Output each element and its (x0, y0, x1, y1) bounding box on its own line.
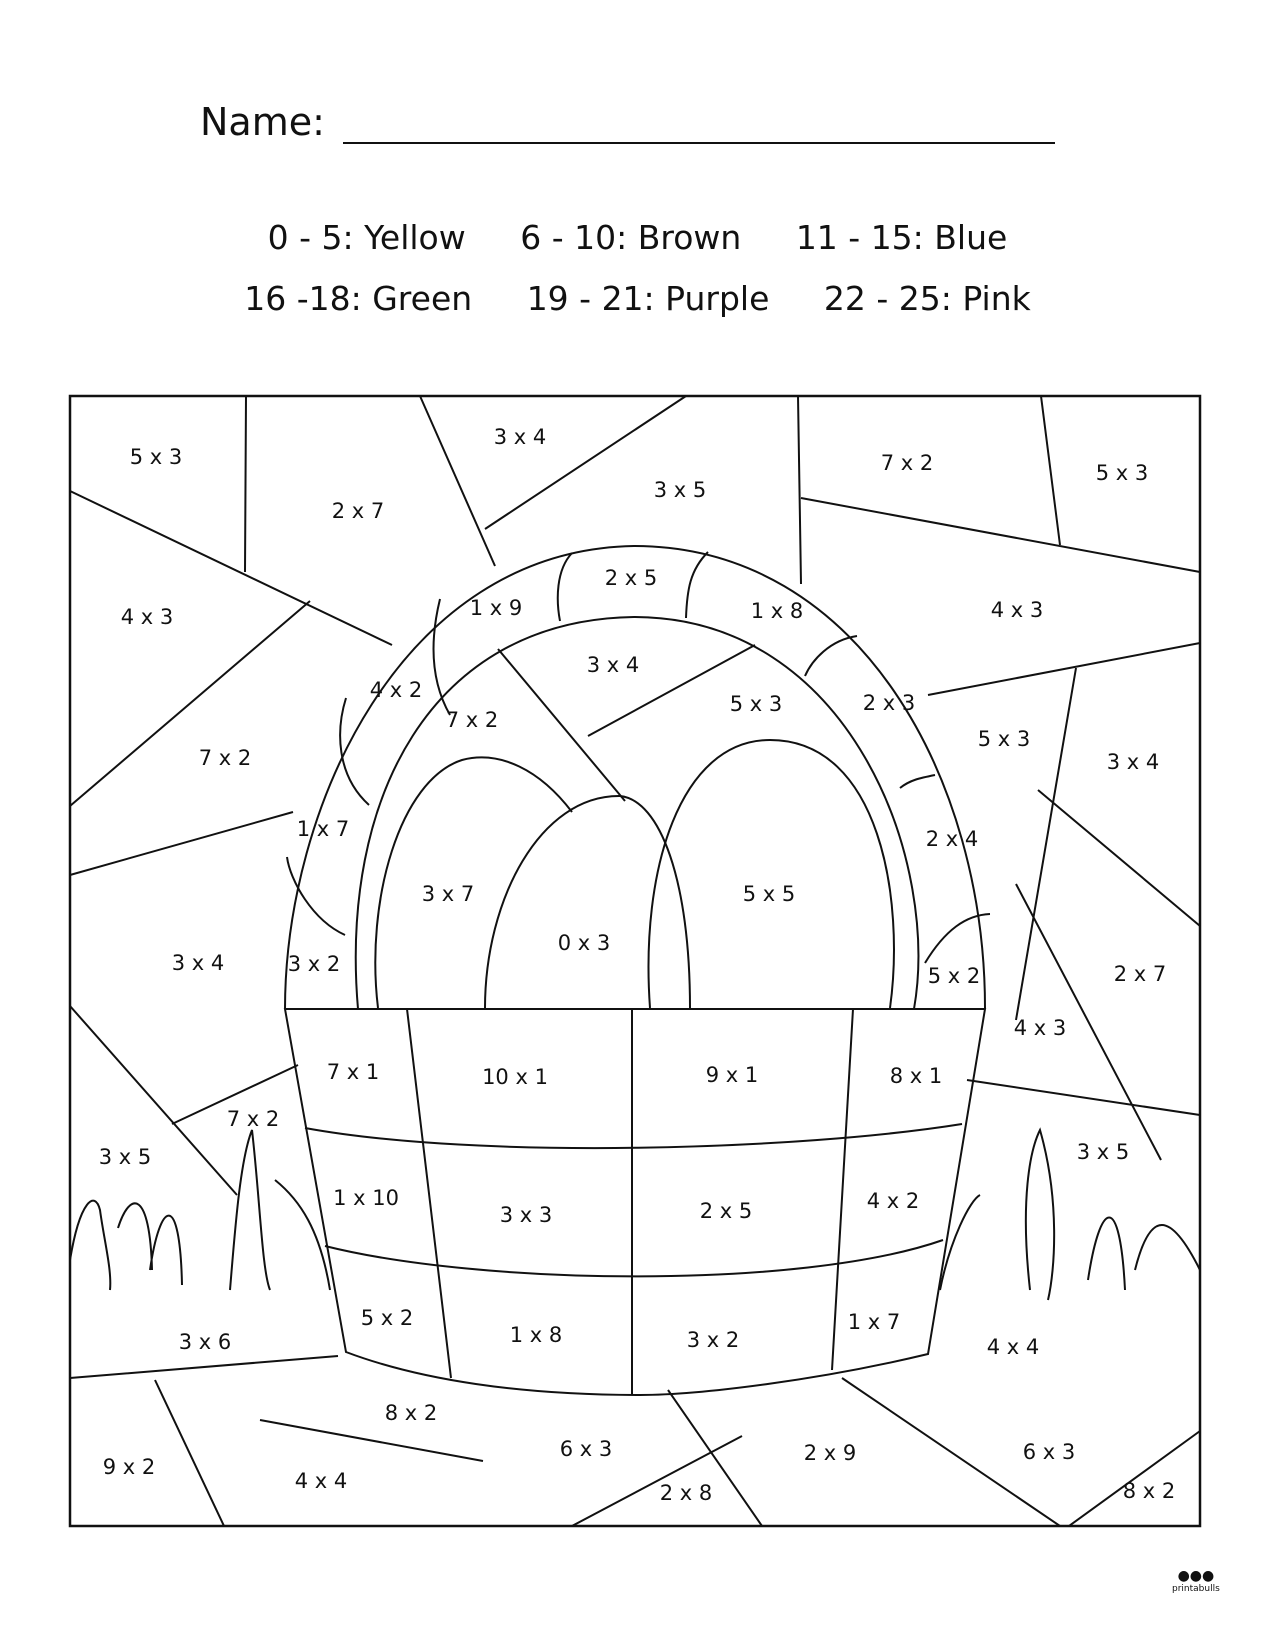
region-label: 2 x 8 (659, 1481, 713, 1505)
region-label: 5 x 3 (977, 727, 1031, 751)
region-label: 4 x 3 (1013, 1016, 1067, 1040)
region-label: 6 x 3 (1022, 1440, 1076, 1464)
region-label: 7 x 2 (445, 708, 499, 732)
region-label: 4 x 2 (369, 678, 423, 702)
printabulls-logo: ●●● printabulls (1172, 1568, 1220, 1594)
region-label: 7 x 2 (198, 746, 252, 770)
region-label: 2 x 7 (1113, 962, 1167, 986)
region-label: 3 x 4 (171, 951, 225, 975)
region-label: 5 x 3 (129, 445, 183, 469)
region-label: 4 x 3 (120, 605, 174, 629)
region-label: 5 x 5 (742, 882, 796, 906)
legend-green: 16 -18: Green (244, 279, 473, 318)
region-label: 5 x 2 (360, 1306, 414, 1330)
legend-pink: 22 - 25: Pink (823, 279, 1031, 318)
region-label: 4 x 3 (990, 598, 1044, 622)
region-label: 2 x 5 (699, 1199, 753, 1223)
region-label: 8 x 1 (889, 1064, 943, 1088)
region-label: 3 x 4 (493, 425, 547, 449)
region-label: 4 x 2 (866, 1189, 920, 1213)
region-label: 5 x 2 (927, 964, 981, 988)
region-label: 3 x 4 (586, 653, 640, 677)
region-label: 1 x 9 (469, 596, 523, 620)
region-label: 1 x 10 (333, 1186, 399, 1210)
region-label: 3 x 5 (653, 478, 707, 502)
region-label: 2 x 9 (803, 1441, 857, 1465)
region-label: 3 x 7 (421, 882, 475, 906)
region-label: 8 x 2 (384, 1401, 438, 1425)
region-label: 4 x 4 (986, 1335, 1040, 1359)
region-label: 5 x 3 (729, 692, 783, 716)
region-label: 5 x 3 (1095, 461, 1149, 485)
region-label: 6 x 3 (559, 1437, 613, 1461)
region-label: 1 x 7 (847, 1310, 901, 1334)
region-label: 3 x 5 (1076, 1140, 1130, 1164)
legend-yellow: 0 - 5: Yellow (267, 218, 466, 257)
region-label: 2 x 3 (862, 691, 916, 715)
region-label: 7 x 2 (880, 451, 934, 475)
legend-blue: 11 - 15: Blue (795, 218, 1008, 257)
region-label: 3 x 5 (98, 1145, 152, 1169)
region-label: 10 x 1 (482, 1065, 548, 1089)
region-label: 3 x 3 (499, 1203, 553, 1227)
region-label: 1 x 8 (750, 599, 804, 623)
region-label: 2 x 4 (925, 827, 979, 851)
legend-purple: 19 - 21: Purple (526, 279, 770, 318)
region-label: 3 x 2 (287, 952, 341, 976)
region-label: 3 x 2 (686, 1328, 740, 1352)
bulldog-icon: ●●● (1177, 1568, 1215, 1584)
region-label: 8 x 2 (1122, 1479, 1176, 1503)
region-label: 7 x 1 (326, 1060, 380, 1084)
region-label: 1 x 7 (296, 817, 350, 841)
region-label: 1 x 8 (509, 1323, 563, 1347)
region-label: 2 x 5 (604, 566, 658, 590)
region-label: 9 x 1 (705, 1063, 759, 1087)
region-label: 0 x 3 (557, 931, 611, 955)
region-label: 2 x 7 (331, 499, 385, 523)
name-label: Name: (200, 100, 325, 144)
region-label: 4 x 4 (294, 1469, 348, 1493)
region-label: 7 x 2 (226, 1107, 280, 1131)
region-label: 3 x 6 (178, 1330, 232, 1354)
legend-brown: 6 - 10: Brown (520, 218, 742, 257)
region-label: 3 x 4 (1106, 750, 1160, 774)
region-label: 9 x 2 (102, 1455, 156, 1479)
